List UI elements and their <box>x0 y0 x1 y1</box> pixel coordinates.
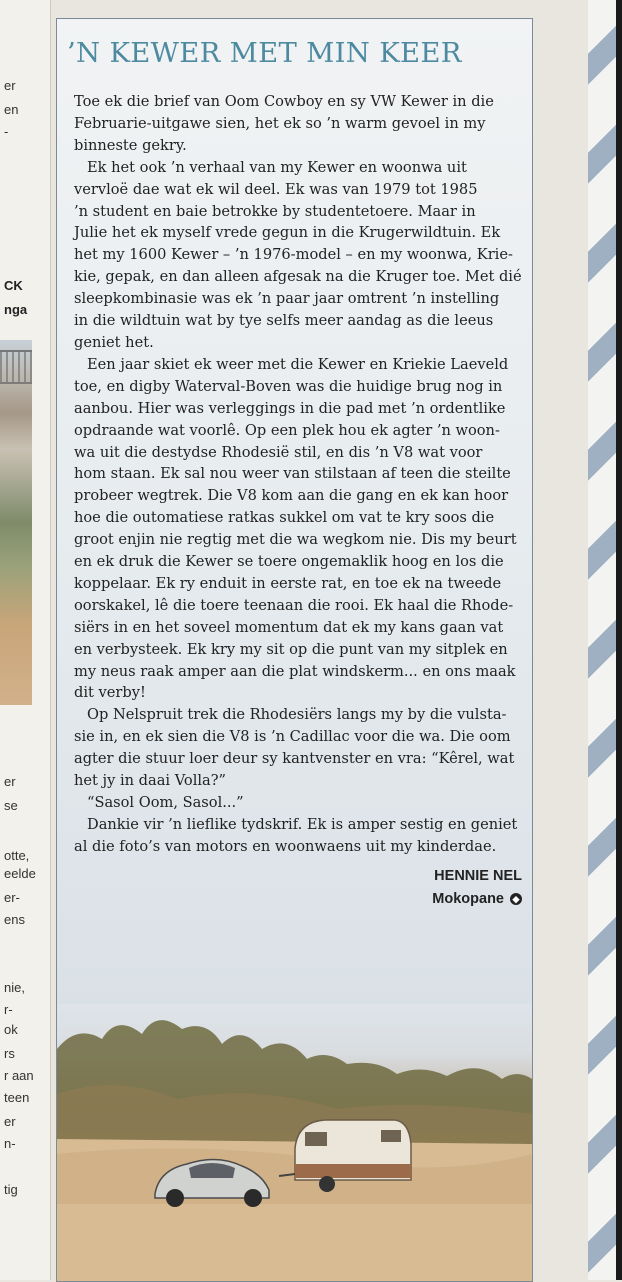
text-line: dit verby! <box>74 684 146 702</box>
article-paragraph <box>74 704 529 792</box>
author-name: HENNIE NEL <box>434 868 522 884</box>
text-line: hoe die outomatiese ratkas sukkel om vat te kry soos die <box>74 509 495 527</box>
text-line: Een jaar skiet ek weer met die Kewer en Kriekie Laeveld <box>87 355 509 373</box>
text-line: sleepkombinasie was ek ’n paar jaar omtrent ’n instelling <box>74 290 500 308</box>
text-line: en verbysteek. Ek kry my sit op die punt van my sitplek en <box>74 640 508 658</box>
left-page-text-fragment: er <box>4 774 16 789</box>
article-paragraph <box>74 91 529 157</box>
left-page-text-fragment: CK <box>4 278 23 293</box>
article-title: ’N KEWER MET MIN KEER <box>67 37 462 69</box>
author-location: Mokopane <box>432 891 504 907</box>
page-edge <box>616 0 622 1280</box>
left-page-text-fragment: er- <box>4 890 20 905</box>
article-body <box>74 91 529 858</box>
left-page-text-fragment: ens <box>4 912 25 927</box>
left-page-text-fragment: eelde <box>4 866 36 881</box>
left-page-text-fragment: nie, <box>4 980 25 995</box>
text-line: Toe ek die brief van Oom Cowboy en sy VW Kewer in die <box>74 93 494 110</box>
text-line: en ek druk die Kewer se toere ongemaklik hoog en los die <box>74 553 504 571</box>
left-page-photo <box>0 340 32 705</box>
article-paragraph <box>74 814 529 858</box>
left-page-text-fragment: er <box>4 1114 16 1129</box>
text-line: opdraande wat voorlê. Op een plek hou ek agter ’n woon- <box>74 421 500 439</box>
left-page-text-fragment: n- <box>4 1136 16 1151</box>
article-paragraph <box>74 157 529 354</box>
text-line: hom staan. Ek sal nou weer van stilstaan af teen die steilte <box>74 465 511 483</box>
text-line: Julie het ek myself vrede gegun in die Krugerwildtuin. Ek <box>74 224 501 242</box>
beetle-caravan-photo <box>57 1004 532 1281</box>
text-line: ’n student en baie betrokke by studentetoere. Maar in <box>74 202 476 220</box>
article-panel <box>56 18 533 1282</box>
photo-illustration <box>57 1004 532 1281</box>
text-line: aanbou. Hier was verleggings in die pad met ’n ordentlike <box>74 399 506 417</box>
text-line: siërs in en het soveel momentum dat ek my kans gaan vat <box>74 618 504 636</box>
text-line: het jy in daai Volla?” <box>74 772 227 790</box>
left-page-text-fragment: en <box>4 102 19 117</box>
left-page-text-fragment: rs <box>4 1046 15 1061</box>
text-line: “Sasol Oom, Sasol...” <box>87 794 244 811</box>
text-line: Op Nelspruit trek die Rhodesiërs langs my by die vulsta- <box>87 706 507 724</box>
right-page-strip <box>588 0 622 1280</box>
text-line: Ek het ook ’n verhaal van my Kewer en woonwa uit <box>87 158 467 176</box>
article-paragraph <box>74 354 529 705</box>
left-page-text-fragment: otte, <box>4 848 30 863</box>
text-line: Dankie vir ’n lieflike tydskrif. Ek is amper sestig en geniet <box>87 815 518 833</box>
left-page-text-fragment: r aan <box>4 1068 34 1083</box>
left-page-text-fragment: tig <box>4 1182 18 1197</box>
left-page-text-fragment: - <box>4 124 9 139</box>
text-line: kie, gepak, en dan alleen afgesak na die Kruger toe. Met dié <box>74 268 522 286</box>
article-paragraph <box>74 792 529 814</box>
left-page-text-fragment: teen <box>4 1090 30 1105</box>
text-line: sie in, en ek sien die V8 is ’n Cadillac voor die wa. Die oom <box>74 728 511 746</box>
text-line: binneste gekry. <box>74 136 187 154</box>
text-line: Februarie-uitgawe sien, het ek so ’n warm gevoel in my <box>74 114 486 132</box>
signature-block <box>432 865 522 911</box>
text-line: toe, en digby Waterval-Boven was die huidige brug nog in <box>74 377 503 395</box>
text-line: probeer wegtrek. Die V8 kom aan die gang en ek kan hoor <box>74 487 509 505</box>
text-line: al die foto’s van motors en woonwaens uit my kinderdae. <box>74 837 497 855</box>
text-line: my neus raak amper aan die plat windskerm... en ons maak <box>74 662 516 680</box>
text-line: wa uit die destydse Rhodesië stil, en dis ’n V8 wat voor <box>74 443 483 461</box>
text-line: in die wildtuin wat by tye selfs meer aandag as die leeus <box>74 312 494 330</box>
left-page-text-fragment: er <box>4 78 16 93</box>
left-page-text-fragment: nga <box>4 302 28 317</box>
left-page-text-fragment: r- <box>4 1002 13 1017</box>
text-line: geniet het. <box>74 333 154 351</box>
text-line: agter die stuur loer deur sy kantvenster en vra: “Kêrel, wat <box>74 750 515 768</box>
text-line: oorskakel, lê die toere teenaan die rooi. Ek haal die Rhode- <box>74 596 514 614</box>
text-line: vervloë dae wat ek wil deel. Ek was van 1979 tot 1985 <box>74 180 478 198</box>
left-page-text-fragment: ok <box>4 1022 18 1037</box>
text-line: groot enjin nie regtig met die wa wegkom nie. Dis my beurt <box>74 531 517 549</box>
end-of-article-icon: ◆ <box>510 893 522 905</box>
left-page-text-fragment: se <box>4 798 18 813</box>
left-page-strip <box>0 0 51 1280</box>
text-line: koppelaar. Ek ry enduit in eerste rat, en toe ek na tweede <box>74 574 502 592</box>
text-line: het my 1600 Kewer – ’n 1976-model – en my woonwa, Krie- <box>74 246 513 264</box>
